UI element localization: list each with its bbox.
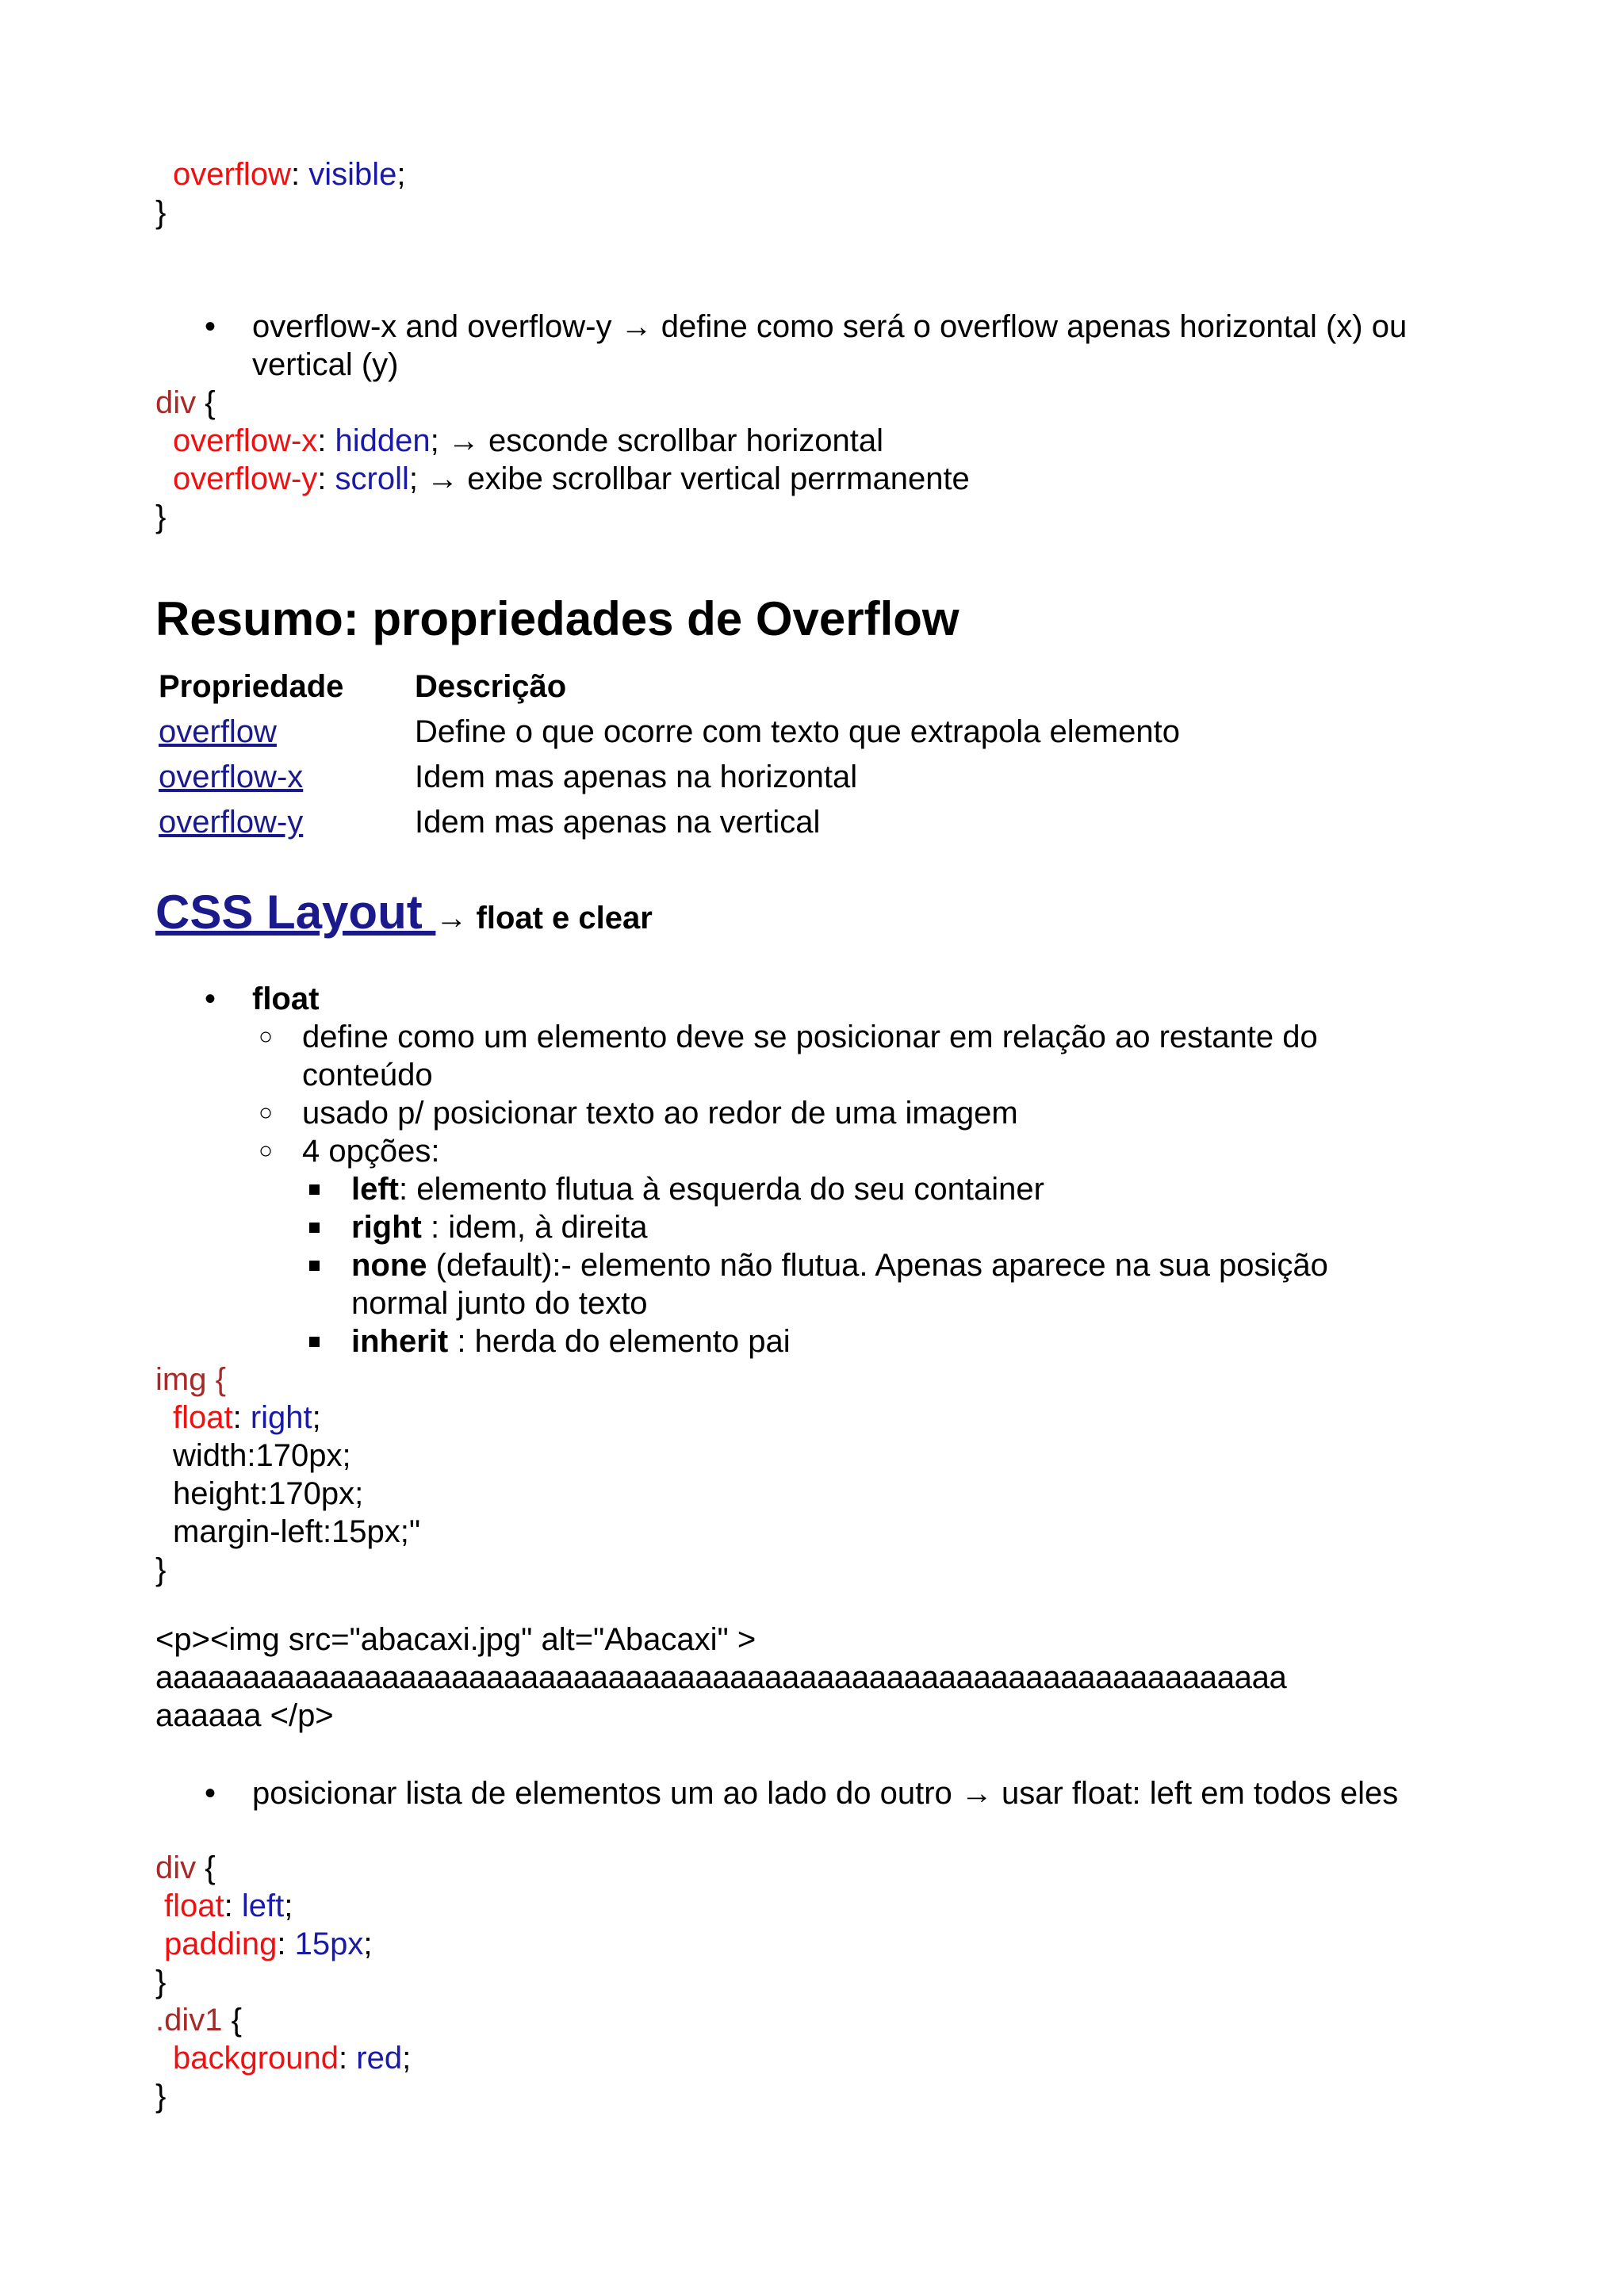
code-line: overflow-y: scroll; → exibe scrollbar vertical perrmanente xyxy=(173,461,970,496)
css-value: hidden xyxy=(335,423,431,458)
css-selector: img xyxy=(155,1362,207,1397)
code-line: overflow-x: hidden; → esconde scrollbar horizontal xyxy=(173,423,884,458)
code-line: img { xyxy=(155,1362,226,1397)
sub-bullet-text-continued: conteúdo xyxy=(302,1058,433,1093)
css-property: float xyxy=(173,1400,233,1435)
circle-bullet-icon: ○ xyxy=(259,1138,274,1164)
table-cell-link[interactable]: overflow xyxy=(159,714,277,749)
css-selector: .div1 xyxy=(155,2003,223,2038)
square-bullet-icon xyxy=(309,1261,320,1271)
css-selector: div xyxy=(155,385,197,420)
code-line: .div1 { xyxy=(155,2003,242,2038)
html-code-line: <p><img src="abacaxi.jpg" alt="Abacaxi" > xyxy=(155,1622,756,1657)
css-property: background xyxy=(173,2041,339,2076)
sub-bullet-text: usado p/ posicionar texto ao redor de uma imagem xyxy=(302,1096,1018,1131)
table-cell-link[interactable]: overflow-y xyxy=(159,805,304,840)
bullet-dot-icon: • xyxy=(205,1776,216,1811)
css-value: right xyxy=(250,1400,312,1435)
code-close-brace: } xyxy=(155,2079,167,2114)
css-property: padding xyxy=(164,1927,278,1961)
code-line: float: right; xyxy=(173,1400,321,1435)
bullet-text: posicionar lista de elementos um ao lado do outro → usar float: left em todos eles xyxy=(252,1776,1399,1811)
circle-bullet-icon: ○ xyxy=(259,1100,274,1126)
html-code-line: aaaaaa </p> xyxy=(155,1698,334,1733)
bullet-title: float xyxy=(252,982,320,1016)
code-close-brace: } xyxy=(155,195,167,230)
circle-bullet-icon: ○ xyxy=(259,1024,274,1050)
sub-bullet-text: define como um elemento deve se posicionar em relação ao restante do xyxy=(302,1020,1318,1054)
option-item: none (default):- elemento não flutua. Apenas aparece na sua posição xyxy=(351,1248,1328,1283)
section-heading: Resumo: propriedades de Overflow xyxy=(155,592,959,645)
bullet-text-continued: vertical (y) xyxy=(252,347,399,382)
html-code-line: aaaaaaaaaaaaaaaaaaaaaaaaaaaaaaaaaaaaaaaaaaaaaaaaaaaaaaaaaaaaaaaaa xyxy=(155,1660,1287,1695)
option-item: inherit : herda do elemento pai xyxy=(351,1324,791,1359)
code-line: overflow: visible; xyxy=(173,157,406,192)
code-line: background: red; xyxy=(173,2041,412,2076)
table-cell: Define o que ocorre com texto que extrapola elemento xyxy=(415,714,1181,749)
code-note: → esconde scrollbar horizontal xyxy=(447,423,884,458)
css-value: left xyxy=(241,1888,285,1923)
code-line: div { xyxy=(155,385,216,420)
bullet-dot-icon: • xyxy=(205,309,216,344)
code-line: height:170px; xyxy=(173,1476,364,1511)
table-header-description: Descrição xyxy=(415,669,567,704)
code-close-brace: } xyxy=(155,1965,167,1999)
bullet-text: overflow-x and overflow-y → define como será o overflow apenas horizontal (x) ou xyxy=(252,309,1408,344)
sub-bullet-text: 4 opções: xyxy=(302,1134,440,1169)
table-header-property: Propriedade xyxy=(159,669,344,704)
css-value: 15px xyxy=(294,1927,364,1961)
table-cell: Idem mas apenas na horizontal xyxy=(415,760,858,794)
code-line: div { xyxy=(155,1850,216,1885)
option-item-continued: normal junto do texto xyxy=(351,1286,648,1321)
code-line: float: left; xyxy=(164,1888,293,1923)
heading-subtitle: → float e clear xyxy=(435,901,653,936)
css-value: red xyxy=(356,2041,403,2076)
layout-heading xyxy=(155,885,653,946)
code-line: padding: 15px; xyxy=(164,1927,373,1961)
option-item: right : idem, à direita xyxy=(351,1210,648,1245)
css-selector: div xyxy=(155,1850,197,1885)
square-bullet-icon xyxy=(309,1184,320,1195)
table-cell-link[interactable]: overflow-x xyxy=(159,760,304,794)
code-line: width:170px; xyxy=(173,1438,351,1473)
css-value: scroll xyxy=(335,461,409,496)
code-close-brace: } xyxy=(155,499,167,534)
heading-link[interactable]: CSS Layout xyxy=(155,886,436,939)
css-property: overflow-y xyxy=(173,461,318,496)
square-bullet-icon xyxy=(309,1337,320,1347)
bullet-dot-icon: • xyxy=(205,982,216,1016)
table-cell: Idem mas apenas na vertical xyxy=(415,805,821,840)
css-property: overflow-x xyxy=(173,423,318,458)
square-bullet-icon xyxy=(309,1223,320,1233)
code-note: → exibe scrollbar vertical perrmanente xyxy=(427,461,970,496)
option-item: left: elemento flutua à esquerda do seu container xyxy=(351,1172,1044,1207)
css-property: float xyxy=(164,1888,224,1923)
css-value: visible xyxy=(308,157,397,192)
code-close-brace: } xyxy=(155,1552,167,1587)
css-property: overflow xyxy=(173,157,291,192)
code-line: margin-left:15px;" xyxy=(173,1514,421,1549)
